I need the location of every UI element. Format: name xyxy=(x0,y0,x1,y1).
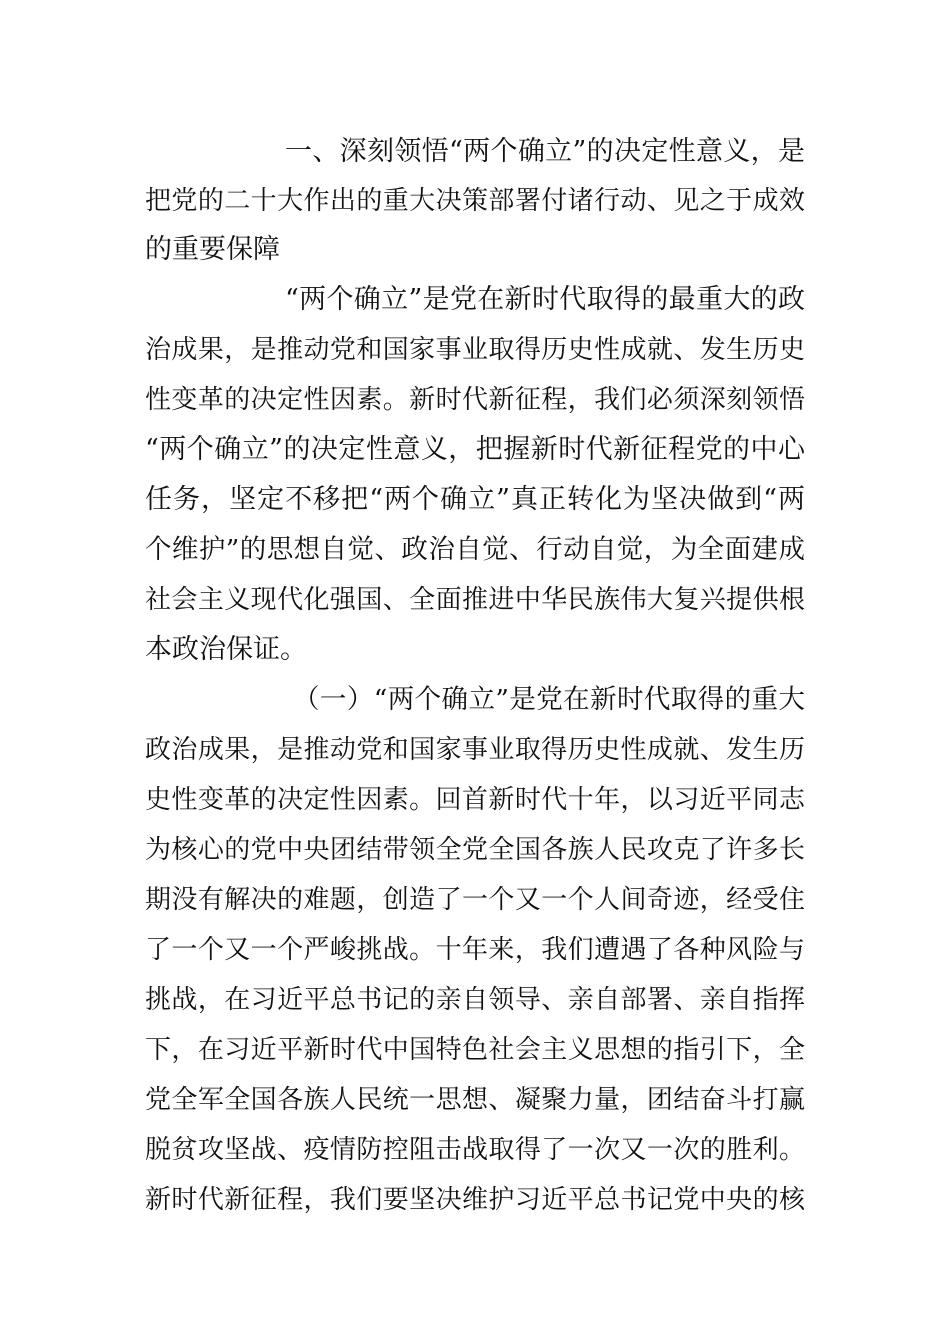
section-heading-line: 把党的二十大作出的重大决策部署付诸行动、见之于成效 xyxy=(145,186,805,216)
subsection-paragraph-line: 挑战，在习近平总书记的亲自领导、亲自部署、亲自指挥 xyxy=(145,985,805,1015)
subsection-paragraph-line: 了一个又一个严峻挑战。十年来，我们遭遇了各种风险与 xyxy=(145,935,805,965)
paragraph-line: “两个确立”是党在新时代取得的最重大的政 xyxy=(285,284,805,315)
subsection-paragraph-line: 政治成果，是推动党和国家事业取得历史性成就、发生历 xyxy=(145,735,805,765)
subsection-paragraph-line: 脱贫攻坚战、疫情防控阻击战取得了一次又一次的胜利。 xyxy=(145,1135,805,1165)
paragraph-line: 治成果，是推动党和国家事业取得历史性成就、发生历史 xyxy=(145,335,805,365)
section-heading-line: 的重要保障 xyxy=(145,234,280,265)
subsection-paragraph-line: 为核心的党中央团结带领全党全国各族人民攻克了许多长 xyxy=(145,835,805,865)
subsection-paragraph-line: 下，在习近平新时代中国特色社会主义思想的指引下，全 xyxy=(145,1035,805,1065)
subsection-paragraph-line: （一）“两个确立”是党在新时代取得的重大 xyxy=(293,684,805,715)
paragraph-line: 社会主义现代化强国、全面推进中华民族伟大复兴提供根 xyxy=(145,585,805,615)
paragraph-line: “两个确立”的决定性意义，把握新时代新征程党的中心 xyxy=(145,434,805,465)
subsection-paragraph-line: 期没有解决的难题，创造了一个又一个人间奇迹，经受住 xyxy=(145,885,805,915)
subsection-paragraph-line: 党全军全国各族人民统一思想、凝聚力量，团结奋斗打赢 xyxy=(145,1085,805,1115)
paragraph-line: 性变革的决定性因素。新时代新征程，我们必须深刻领悟 xyxy=(145,385,805,415)
subsection-paragraph-line: 史性变革的决定性因素。回首新时代十年，以习近平同志 xyxy=(145,785,805,815)
paragraph-line: 个维护”的思想自觉、政治自觉、行动自觉，为全面建成 xyxy=(145,534,805,565)
paragraph-line: 本政治保证。 xyxy=(145,634,307,665)
paragraph-line: 任务，坚定不移把“两个确立”真正转化为坚决做到“两 xyxy=(145,484,805,515)
subsection-paragraph-line: 新时代新征程，我们要坚决维护习近平总书记党中央的核 xyxy=(145,1185,805,1215)
section-heading-line: 一、深刻领悟“两个确立”的决定性意义，是 xyxy=(285,136,805,167)
